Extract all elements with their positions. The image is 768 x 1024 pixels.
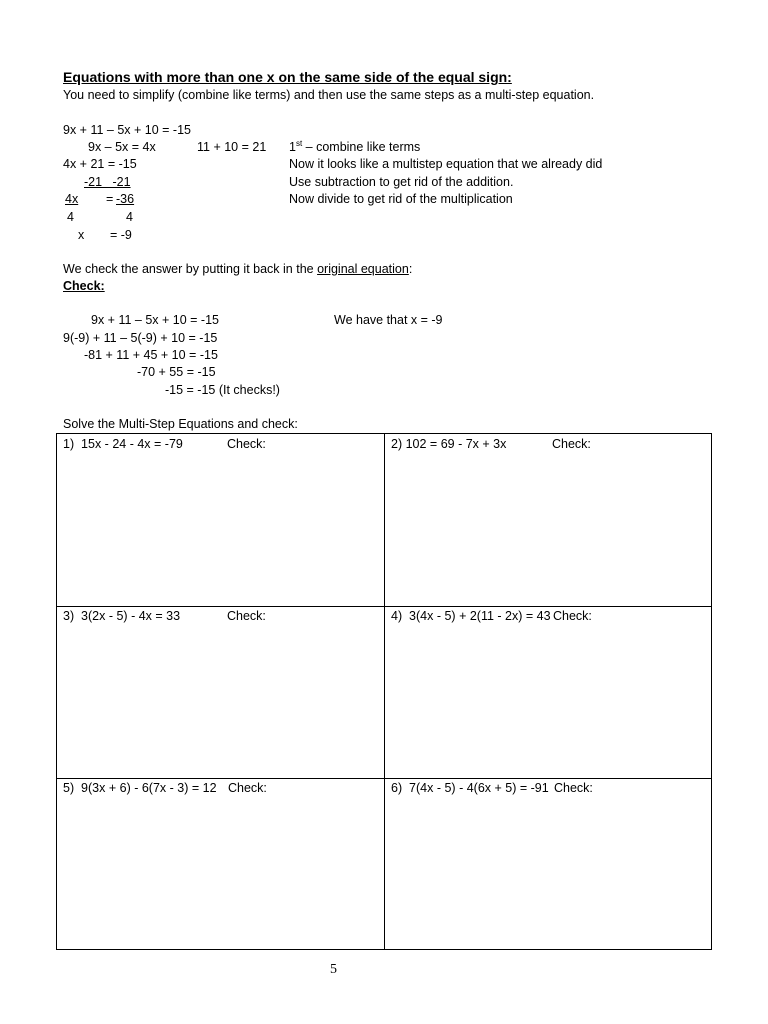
problem-3-check-label: Check: xyxy=(227,609,266,623)
problem-1-check-label: Check: xyxy=(227,437,266,451)
example-line-4: -21 -21 xyxy=(84,175,131,189)
problem-2-check-label: Check: xyxy=(552,437,591,451)
example-line-7b: = -9 xyxy=(110,228,132,242)
example-note-1 xyxy=(289,140,420,155)
check-line-1: 9x + 11 – 5x + 10 = -15 xyxy=(91,313,219,327)
problems-title: Solve the Multi-Step Equations and check: xyxy=(63,417,298,431)
problem-3-equation: 3) 3(2x - 5) - 4x = 33 xyxy=(63,609,181,623)
example-note-1-sup: st xyxy=(295,138,303,148)
example-line-3: 4x + 21 = -15 xyxy=(63,157,137,171)
check-intro-colon: : xyxy=(408,262,413,276)
example-line-5b: = xyxy=(106,192,114,206)
example-note-4: Now divide to get rid of the multiplication xyxy=(289,192,513,206)
example-line-5a: 4x xyxy=(65,192,79,206)
example-line-7a: x xyxy=(78,228,85,242)
check-intro-emphasis: original equation xyxy=(317,262,409,276)
check-line-4: -70 + 55 = -15 xyxy=(137,365,216,379)
problems-grid xyxy=(56,433,712,950)
grid-vertical-divider xyxy=(384,434,385,949)
check-intro xyxy=(63,262,412,277)
example-line-1: 9x + 11 – 5x + 10 = -15 xyxy=(63,123,191,137)
example-note-1-number: 1 xyxy=(289,140,296,154)
check-intro-text: We check the answer by putting it back in the xyxy=(63,262,318,276)
intro-text: You need to simplify (combine like terms) and then use the same steps as a multi-step equation. xyxy=(63,88,595,102)
grid-horizontal-divider xyxy=(57,606,711,607)
problem-6-equation: 6) 7(4x - 5) - 4(6x + 5) = -91 xyxy=(391,781,549,795)
problem-2-equation: 2) 102 = 69 - 7x + 3x xyxy=(391,437,507,451)
example-line-2b: 11 + 10 = 21 xyxy=(197,140,267,154)
example-note-1-text: – combine like terms xyxy=(302,140,421,154)
check-line-2: 9(-9) + 11 – 5(-9) + 10 = -15 xyxy=(63,331,218,345)
check-line-3: -81 + 11 + 45 + 10 = -15 xyxy=(84,348,218,362)
problem-1-equation: 1) 15x - 24 - 4x = -79 xyxy=(63,437,183,451)
example-line-2a: 9x – 5x = 4x xyxy=(88,140,156,154)
problem-5-equation: 5) 9(3x + 6) - 6(7x - 3) = 12 xyxy=(63,781,217,795)
check-given: We have that x = -9 xyxy=(334,313,443,327)
problem-4-check-label: Check: xyxy=(553,609,592,623)
example-note-3: Use subtraction to get rid of the addition. xyxy=(289,175,514,189)
check-line-5: -15 = -15 (It checks!) xyxy=(165,383,280,397)
problem-5-check-label: Check: xyxy=(228,781,267,795)
problem-4-equation: 4) 3(4x - 5) + 2(11 - 2x) = 43 xyxy=(391,609,551,623)
example-line-5c: -36 xyxy=(116,192,135,206)
problem-6-check-label: Check: xyxy=(554,781,593,795)
grid-horizontal-divider xyxy=(57,778,711,779)
page-title: Equations with more than one x on the same side of the equal sign: xyxy=(63,69,512,85)
page-number: 5 xyxy=(330,962,337,977)
example-line-6b: 4 xyxy=(126,210,133,224)
check-label: Check: xyxy=(63,279,105,293)
example-line-6a: 4 xyxy=(67,210,74,224)
example-note-2: Now it looks like a multistep equation that we already did xyxy=(289,157,603,171)
